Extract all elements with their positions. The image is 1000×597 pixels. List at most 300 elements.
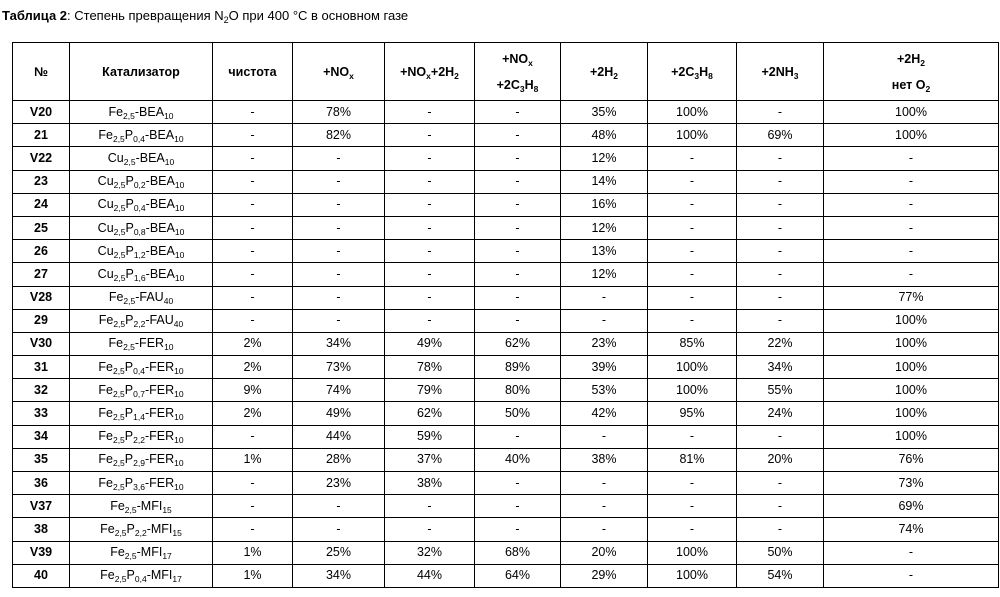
- row-number: 40: [13, 564, 70, 587]
- value-cell: 69%: [824, 495, 999, 518]
- catalyst-cell: [70, 518, 213, 541]
- value-cell: 78%: [293, 101, 385, 124]
- value-cell: -: [561, 518, 648, 541]
- table-row: [13, 101, 999, 124]
- row-number: V39: [13, 541, 70, 564]
- value-cell: 95%: [648, 402, 737, 425]
- cell-subscript: 40: [173, 319, 184, 330]
- value-cell: 73%: [824, 472, 999, 495]
- value-cell: -: [475, 193, 561, 216]
- value-cell: -: [213, 216, 293, 239]
- cell-text: Fe: [108, 290, 124, 305]
- catalyst-cell: [70, 170, 213, 193]
- cell-subscript: 2,5: [124, 504, 137, 515]
- value-cell: -: [737, 101, 824, 124]
- cell-subscript: 17: [172, 574, 182, 585]
- value-cell: -: [824, 193, 999, 216]
- value-cell: -: [824, 147, 999, 170]
- cell-subscript: 2,5: [112, 388, 125, 399]
- value-cell: 34%: [737, 356, 824, 379]
- row-number: 24: [13, 193, 70, 216]
- cell-subscript: 10: [174, 481, 184, 492]
- cell-subscript: 10: [164, 156, 175, 167]
- cell-subscript: 40: [163, 296, 174, 307]
- catalyst-cell: [70, 286, 213, 309]
- table-row: [13, 541, 999, 564]
- value-cell: -: [737, 472, 824, 495]
- cell-subscript: 2,5: [112, 435, 125, 446]
- value-cell: -: [293, 170, 385, 193]
- value-cell: -: [737, 286, 824, 309]
- value-cell: -: [385, 263, 475, 286]
- value-cell: 73%: [293, 356, 385, 379]
- table-row: [13, 286, 999, 309]
- catalyst-cell: [70, 448, 213, 471]
- cell-subscript: 10: [174, 249, 185, 260]
- value-cell: 49%: [385, 332, 475, 355]
- cell-subscript: 10: [174, 388, 184, 399]
- caption-text-end: O при 400 °C в основном газе: [228, 8, 409, 23]
- row-number: 23: [13, 170, 70, 193]
- cell-text: +2C: [671, 64, 695, 79]
- cell-text: -BEA: [145, 220, 175, 235]
- cell-subscript: 15: [162, 504, 172, 515]
- value-cell: 1%: [213, 448, 293, 471]
- value-cell: 28%: [293, 448, 385, 471]
- cell-text: -FER: [144, 359, 175, 374]
- cell-subscript: 2,5: [124, 551, 137, 562]
- cell-subscript: 2,5: [112, 458, 125, 469]
- value-cell: 100%: [824, 124, 999, 147]
- cell-text: +NO: [502, 51, 529, 66]
- table-row: [13, 495, 999, 518]
- value-cell: -: [293, 263, 385, 286]
- row-number: 36: [13, 472, 70, 495]
- cell-subscript: 2,5: [123, 342, 135, 353]
- cell-text: Cu: [97, 243, 114, 258]
- value-cell: 62%: [475, 332, 561, 355]
- value-cell: -: [561, 286, 648, 309]
- row-number: 25: [13, 216, 70, 239]
- value-cell: 34%: [293, 564, 385, 587]
- cell-text: -FER: [144, 382, 175, 397]
- cell-text: +2H: [896, 51, 921, 66]
- cell-subscript: 10: [174, 412, 184, 423]
- value-cell: 16%: [561, 193, 648, 216]
- cell-text: -MFI: [146, 521, 173, 536]
- value-cell: 77%: [824, 286, 999, 309]
- cell-subscript: 2,5: [112, 133, 125, 144]
- value-cell: -: [648, 286, 737, 309]
- value-cell: -: [385, 170, 475, 193]
- column-header: [737, 43, 824, 101]
- cell-subscript: 2,5: [113, 203, 126, 214]
- value-cell: 40%: [475, 448, 561, 471]
- table-caption: [2, 8, 408, 24]
- value-cell: 13%: [561, 240, 648, 263]
- cell-text: -BEA: [145, 243, 175, 258]
- value-cell: -: [824, 541, 999, 564]
- cell-text: P: [124, 475, 134, 490]
- catalyst-cell: [70, 147, 213, 170]
- cell-text: Fe: [98, 452, 113, 467]
- value-cell: -: [648, 472, 737, 495]
- cell-text: Fe: [100, 568, 115, 583]
- value-cell: 100%: [648, 541, 737, 564]
- value-cell: -: [385, 216, 475, 239]
- cell-subscript: 1,4: [133, 412, 145, 423]
- cell-subscript: 0,4: [134, 574, 147, 585]
- cell-text: -BEA: [134, 104, 165, 119]
- cell-subscript: 2: [925, 83, 931, 94]
- value-cell: -: [561, 309, 648, 332]
- table-row: [13, 170, 999, 193]
- value-cell: -: [293, 286, 385, 309]
- cell-text: H: [699, 64, 709, 79]
- value-cell: 2%: [213, 356, 293, 379]
- cell-subscript: 2,2: [134, 527, 147, 538]
- value-cell: -: [213, 472, 293, 495]
- row-number: 34: [13, 425, 70, 448]
- value-cell: 79%: [385, 379, 475, 402]
- cell-text: P: [124, 359, 134, 374]
- cell-text: P: [125, 313, 134, 328]
- value-cell: -: [737, 147, 824, 170]
- column-header: [293, 43, 385, 101]
- cell-subscript: 2,5: [123, 156, 136, 167]
- cell-subscript: 2,2: [133, 319, 146, 330]
- value-cell: 100%: [648, 356, 737, 379]
- value-cell: 38%: [385, 472, 475, 495]
- cell-subscript: 2,5: [112, 481, 125, 492]
- cell-subscript: 0,2: [133, 180, 146, 191]
- cell-subscript: 1,2: [133, 249, 146, 260]
- value-cell: -: [824, 263, 999, 286]
- value-cell: -: [293, 309, 385, 332]
- table-row: [13, 124, 999, 147]
- value-cell: -: [475, 101, 561, 124]
- cell-text: P: [124, 406, 134, 421]
- value-cell: 37%: [385, 448, 475, 471]
- value-cell: -: [385, 495, 475, 518]
- cell-text: P: [125, 243, 134, 258]
- cell-subscript: 2,5: [113, 272, 126, 283]
- value-cell: -: [475, 286, 561, 309]
- value-cell: 14%: [561, 170, 648, 193]
- column-header: [648, 43, 737, 101]
- value-cell: 100%: [648, 379, 737, 402]
- value-cell: 50%: [475, 402, 561, 425]
- value-cell: -: [213, 240, 293, 263]
- cell-subscript: 2,5: [114, 527, 127, 538]
- cell-subscript: 2,5: [123, 110, 135, 121]
- value-cell: -: [648, 240, 737, 263]
- catalyst-cell: [70, 101, 213, 124]
- value-cell: 12%: [561, 263, 648, 286]
- value-cell: -: [824, 564, 999, 587]
- value-cell: -: [475, 518, 561, 541]
- value-cell: 82%: [293, 124, 385, 147]
- catalyst-cell: [70, 379, 213, 402]
- value-cell: -: [385, 518, 475, 541]
- value-cell: -: [293, 216, 385, 239]
- value-cell: 100%: [824, 425, 999, 448]
- value-cell: 24%: [737, 402, 824, 425]
- cell-subscript: 10: [174, 458, 184, 469]
- value-cell: -: [737, 425, 824, 448]
- value-cell: 85%: [648, 332, 737, 355]
- cell-text: +2H: [589, 64, 614, 79]
- cell-text: Fe: [98, 406, 113, 421]
- value-cell: -: [737, 193, 824, 216]
- cell-subscript: 10: [174, 272, 185, 283]
- value-cell: -: [737, 216, 824, 239]
- cell-text: №: [34, 64, 48, 79]
- value-cell: -: [475, 495, 561, 518]
- value-cell: 12%: [561, 147, 648, 170]
- value-cell: 100%: [824, 356, 999, 379]
- value-cell: 59%: [385, 425, 475, 448]
- value-cell: -: [385, 193, 475, 216]
- value-cell: -: [213, 101, 293, 124]
- table-row: [13, 193, 999, 216]
- catalyst-cell: [70, 124, 213, 147]
- value-cell: 78%: [385, 356, 475, 379]
- cell-subscript: 0,4: [133, 365, 145, 376]
- table-row: [13, 309, 999, 332]
- header-row: [13, 43, 999, 101]
- cell-text: Cu: [107, 150, 124, 165]
- cell-text: Fe: [110, 545, 125, 560]
- cell-text: Cu: [97, 174, 114, 189]
- value-cell: 23%: [561, 332, 648, 355]
- value-cell: -: [475, 170, 561, 193]
- value-cell: 20%: [561, 541, 648, 564]
- cell-subscript: 2,5: [123, 296, 136, 307]
- cell-subscript: x: [528, 57, 533, 68]
- catalyst-cell: [70, 240, 213, 263]
- cell-text: Fe: [98, 313, 114, 328]
- cell-text: Cu: [97, 266, 114, 281]
- cell-text: P: [124, 382, 134, 397]
- column-header: [824, 43, 999, 101]
- value-cell: -: [648, 495, 737, 518]
- table-row: [13, 240, 999, 263]
- cell-text: -BEA: [135, 150, 165, 165]
- row-number: 26: [13, 240, 70, 263]
- value-cell: -: [737, 495, 824, 518]
- cell-text: +2NH: [761, 64, 794, 79]
- value-cell: 62%: [385, 402, 475, 425]
- value-cell: 74%: [293, 379, 385, 402]
- value-cell: 100%: [648, 124, 737, 147]
- cell-subscript: 0,4: [133, 203, 146, 214]
- cell-subscript: 10: [174, 226, 185, 237]
- value-cell: -: [824, 216, 999, 239]
- column-header: [385, 43, 475, 101]
- cell-subscript: 0,7: [133, 388, 145, 399]
- value-cell: 81%: [648, 448, 737, 471]
- cell-subscript: 2,5: [112, 412, 125, 423]
- cell-text: -FER: [144, 452, 175, 467]
- cell-subscript: 10: [174, 365, 184, 376]
- cell-text: Fe: [98, 382, 113, 397]
- table-row: [13, 147, 999, 170]
- cell-subscript: 3: [694, 70, 700, 81]
- cell-subscript: 10: [164, 110, 174, 121]
- value-cell: 74%: [824, 518, 999, 541]
- cell-subscript: 0,8: [133, 226, 146, 237]
- row-number: 35: [13, 448, 70, 471]
- cell-subscript: 1,6: [133, 272, 146, 283]
- value-cell: -: [293, 147, 385, 170]
- cell-subscript: 3: [793, 70, 799, 81]
- catalyst-cell: [70, 356, 213, 379]
- value-cell: -: [648, 216, 737, 239]
- value-cell: -: [213, 193, 293, 216]
- cell-text: -FER: [144, 406, 175, 421]
- cell-text: -BEA: [145, 197, 175, 212]
- value-cell: 9%: [213, 379, 293, 402]
- value-cell: -: [561, 495, 648, 518]
- cell-text: P: [124, 452, 134, 467]
- catalyst-cell: [70, 495, 213, 518]
- value-cell: 1%: [213, 541, 293, 564]
- value-cell: 100%: [824, 101, 999, 124]
- value-cell: -: [213, 286, 293, 309]
- cell-text: -FAU: [135, 290, 164, 305]
- table-row: [13, 564, 999, 587]
- cell-text: -MFI: [146, 568, 173, 583]
- cell-subscript: 2,5: [112, 365, 125, 376]
- row-number: V30: [13, 332, 70, 355]
- value-cell: 29%: [561, 564, 648, 587]
- cell-subscript: 2,5: [113, 226, 126, 237]
- value-cell: -: [648, 147, 737, 170]
- row-number: 38: [13, 518, 70, 541]
- cell-text: Fe: [108, 336, 124, 351]
- value-cell: -: [475, 124, 561, 147]
- value-cell: 55%: [737, 379, 824, 402]
- value-cell: -: [475, 240, 561, 263]
- value-cell: 32%: [385, 541, 475, 564]
- value-cell: 69%: [737, 124, 824, 147]
- value-cell: -: [385, 101, 475, 124]
- value-cell: 76%: [824, 448, 999, 471]
- cell-text: P: [125, 197, 134, 212]
- cell-text: P: [124, 429, 134, 444]
- cell-subscript: 2: [613, 70, 618, 81]
- cell-text: P: [125, 266, 134, 281]
- cell-subscript: 3: [519, 83, 525, 94]
- value-cell: -: [475, 309, 561, 332]
- value-cell: 2%: [213, 402, 293, 425]
- caption-text: : Степень превращения N: [67, 8, 224, 23]
- cell-text: Cu: [97, 220, 114, 235]
- row-number: V22: [13, 147, 70, 170]
- column-header: [13, 43, 70, 101]
- cell-subscript: 10: [174, 133, 184, 144]
- cell-text: +NO: [323, 64, 350, 79]
- value-cell: 2%: [213, 332, 293, 355]
- value-cell: -: [475, 425, 561, 448]
- value-cell: -: [737, 170, 824, 193]
- column-header: [70, 43, 213, 101]
- catalyst-cell: [70, 332, 213, 355]
- cell-subscript: 15: [172, 527, 182, 538]
- cell-text: P: [126, 568, 135, 583]
- value-cell: 25%: [293, 541, 385, 564]
- value-cell: -: [737, 263, 824, 286]
- value-cell: 23%: [293, 472, 385, 495]
- cell-text: -FER: [144, 429, 175, 444]
- catalyst-cell: [70, 541, 213, 564]
- cell-text: нет O: [891, 77, 926, 92]
- catalyst-cell: [70, 309, 213, 332]
- value-cell: 38%: [561, 448, 648, 471]
- value-cell: -: [648, 193, 737, 216]
- cell-subscript: 2,2: [133, 435, 145, 446]
- row-number: V28: [13, 286, 70, 309]
- cell-subscript: 2,5: [114, 574, 127, 585]
- catalyst-cell: [70, 472, 213, 495]
- cell-subscript: 10: [164, 342, 174, 353]
- table-row: [13, 472, 999, 495]
- value-cell: -: [385, 147, 475, 170]
- value-cell: 42%: [561, 402, 648, 425]
- value-cell: 20%: [737, 448, 824, 471]
- table-row: [13, 518, 999, 541]
- value-cell: -: [293, 193, 385, 216]
- value-cell: -: [737, 518, 824, 541]
- cell-subscript: 10: [174, 435, 184, 446]
- table-row: [13, 379, 999, 402]
- row-number: 33: [13, 402, 70, 425]
- cell-text: Fe: [98, 127, 113, 142]
- table-row: [13, 216, 999, 239]
- value-cell: 100%: [648, 564, 737, 587]
- value-cell: 100%: [648, 101, 737, 124]
- cell-text: Fe: [98, 475, 113, 490]
- cell-text: -FER: [134, 336, 165, 351]
- value-cell: -: [213, 124, 293, 147]
- value-cell: -: [213, 425, 293, 448]
- row-number: 31: [13, 356, 70, 379]
- cell-text: Катализатор: [102, 64, 180, 79]
- value-cell: 1%: [213, 564, 293, 587]
- value-cell: 100%: [824, 379, 999, 402]
- cell-subscript: 2: [454, 70, 459, 81]
- cell-text: чистота: [228, 64, 277, 79]
- table-row: [13, 356, 999, 379]
- cell-subscript: 2,5: [113, 249, 126, 260]
- value-cell: -: [475, 147, 561, 170]
- cell-text: H: [524, 77, 534, 92]
- value-cell: -: [737, 240, 824, 263]
- value-cell: 44%: [293, 425, 385, 448]
- value-cell: -: [648, 263, 737, 286]
- cell-subscript: 2,9: [133, 458, 145, 469]
- cell-text: Fe: [108, 104, 124, 119]
- cell-text: Fe: [110, 498, 125, 513]
- catalyst-cell: [70, 425, 213, 448]
- row-number: 21: [13, 124, 70, 147]
- value-cell: -: [648, 518, 737, 541]
- table-row: [13, 402, 999, 425]
- column-header: [213, 43, 293, 101]
- cell-subscript: 0,4: [133, 133, 145, 144]
- value-cell: -: [737, 309, 824, 332]
